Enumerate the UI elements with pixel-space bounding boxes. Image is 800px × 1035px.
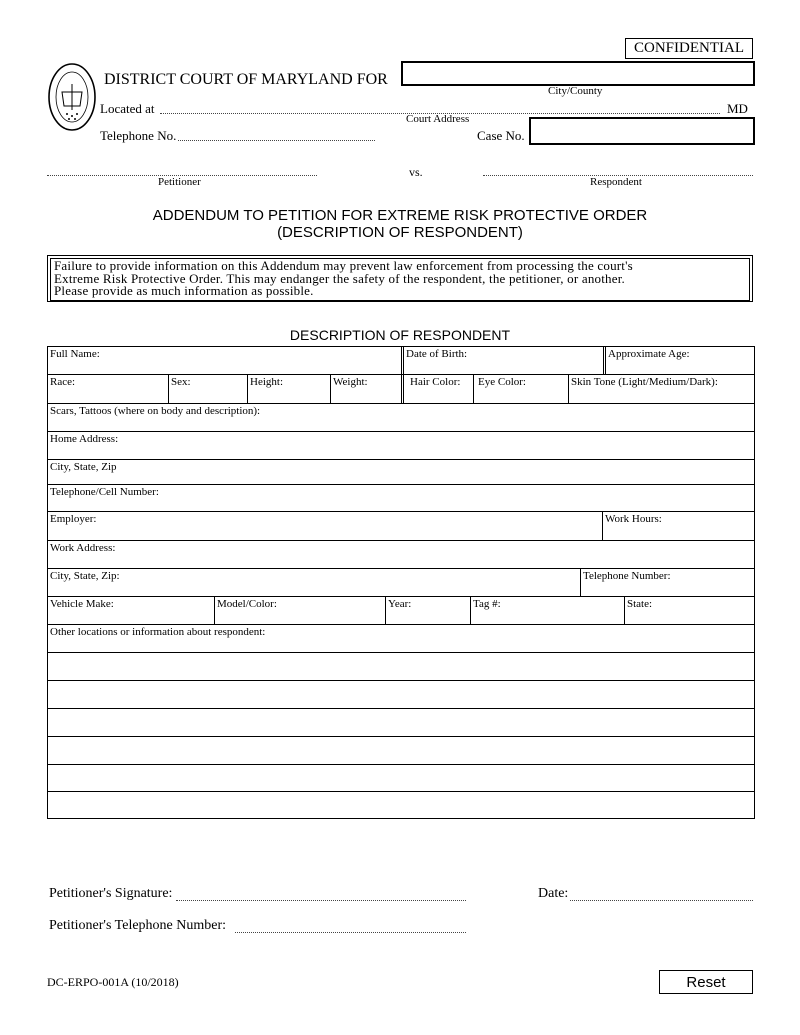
work-city-state-zip-field[interactable] [48,569,580,596]
hair-color-field[interactable] [401,375,473,403]
race-label: Race: [50,376,76,388]
notice-line1: Failure to provide information on this Addendum may prevent law enforcement from processing the court's [54,258,633,273]
form-title-line2: (DESCRIPTION OF RESPONDENT) [277,224,523,241]
table-row [48,512,754,541]
vehicle-year-field[interactable] [385,597,470,624]
model-color-field[interactable] [214,597,385,624]
table-row[interactable] [48,653,754,681]
scars-field[interactable] [48,404,754,431]
table-row[interactable] [48,681,754,709]
skin-tone-label: Skin Tone (Light/Medium/Dark): [571,376,718,388]
vehicle-year-label: Year: [388,598,412,610]
respondent-label: Respondent [590,176,642,188]
table-row [48,432,754,460]
vehicle-make-field[interactable] [48,597,214,624]
vehicle-state-label: State: [627,598,653,610]
date-line[interactable] [570,900,753,901]
table-row [48,485,754,512]
city-state-zip-label: City, State, Zip [50,461,117,473]
form-id: DC-ERPO-001A (10/2018) [47,975,179,989]
approx-age-field[interactable] [603,347,754,374]
height-label: Height: [250,376,283,388]
model-color-label: Model/Color: [217,598,277,610]
home-address-field[interactable] [48,432,754,459]
sex-label: Sex: [171,376,191,388]
telephone-cell-label: Telephone/Cell Number: [50,486,159,498]
height-field[interactable] [247,375,330,403]
confidential-badge: CONFIDENTIAL [625,38,753,59]
date-label: Date: [538,886,569,901]
form-title-line1: ADDENDUM TO PETITION FOR EXTREME RISK PROTECTIVE ORDER [152,207,648,224]
notice-box [47,255,753,302]
telephone-cell-field[interactable] [48,485,754,511]
employer-field[interactable] [48,512,602,540]
table-row [48,597,754,625]
petitioner-phone-label: Petitioner's Telephone Number: [49,918,227,933]
work-city-state-zip-label: City, State, Zip: [50,570,120,582]
weight-label: Weight: [333,376,368,388]
located-at-label: Located at [100,101,155,116]
table-row [48,625,754,653]
table-row [48,404,754,432]
table-row[interactable] [48,709,754,737]
work-hours-field[interactable] [602,512,754,540]
table-row[interactable] [48,737,754,765]
table-row [48,541,754,569]
notice-line2: Extreme Risk Protective Order. This may endanger the safety of the respondent, the petitioner, or another. [54,270,625,286]
table-row [48,569,754,597]
petitioner-signature-line[interactable] [176,900,466,901]
table-row[interactable] [48,792,754,818]
sex-field[interactable] [168,375,247,403]
table-row [48,375,754,404]
court-seal [47,62,97,132]
eye-color-field[interactable] [473,375,568,403]
scars-label: Scars, Tattoos (where on body and description): [50,405,261,417]
weight-field[interactable] [330,375,402,403]
form-title [0,207,800,241]
city-county-label: City/County [548,85,603,97]
tag-label: Tag #: [473,598,501,610]
dob-label: Date of Birth: [406,348,468,360]
case-no-label: Case No. [477,128,525,143]
petitioner-phone-line[interactable] [235,932,466,933]
vs-label: vs. [409,165,423,179]
work-telephone-label: Telephone Number: [583,570,671,582]
vehicle-state-field[interactable] [624,597,754,624]
home-address-label: Home Address: [50,433,119,445]
other-info-label: Other locations or information about respondent: [50,626,266,638]
city-state-zip-field[interactable] [48,460,754,484]
respondent-description-table [47,346,755,819]
hair-color-label: Hair Color: [410,376,461,388]
telephone-line[interactable] [178,140,375,141]
state-md: MD [727,101,748,116]
work-address-label: Work Address: [50,542,116,554]
petitioner-signature-label: Petitioner's Signature: [49,886,173,901]
section-title: DESCRIPTION OF RESPONDENT [289,327,511,343]
other-info-field[interactable] [48,625,754,652]
vehicle-make-label: Vehicle Make: [50,598,114,610]
petitioner-label: Petitioner [158,176,201,188]
skin-tone-field[interactable] [568,375,754,403]
telephone-label: Telephone No. [100,128,177,143]
approx-age-label: Approximate Age: [608,348,690,360]
city-county-field[interactable] [401,61,755,86]
table-row [48,460,754,485]
table-row[interactable] [48,765,754,792]
full-name-label: Full Name: [50,348,100,360]
dob-field[interactable] [401,347,603,374]
race-field[interactable] [48,375,168,403]
work-hours-label: Work Hours: [605,513,662,525]
reset-button[interactable]: Reset [659,970,753,994]
table-row [48,347,754,375]
court-address-label: Court Address [406,113,470,125]
case-no-field[interactable] [529,117,755,145]
court-title: DISTRICT COURT OF MARYLAND FOR [104,71,388,88]
full-name-field[interactable] [48,347,402,374]
eye-color-label: Eye Color: [478,376,526,388]
tag-field[interactable] [470,597,624,624]
employer-label: Employer: [50,513,97,525]
work-telephone-field[interactable] [580,569,754,596]
work-address-field[interactable] [48,541,754,568]
notice-line3: Please provide as much information as possible. [54,283,314,298]
